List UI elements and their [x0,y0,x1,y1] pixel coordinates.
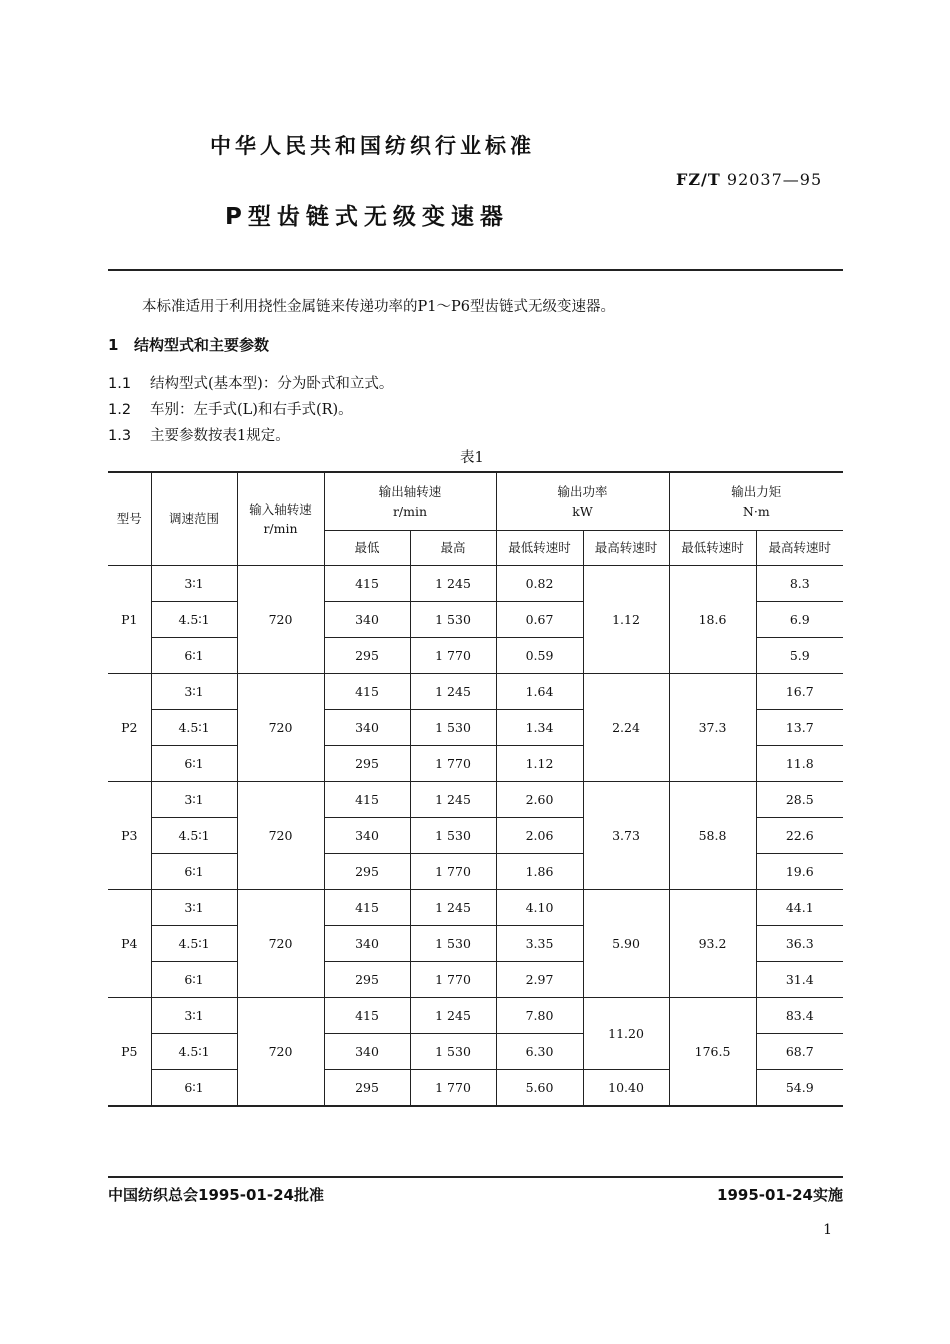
power-min-cell: 2.06 [496,818,583,854]
out-min-cell: 340 [324,710,410,746]
out-max-cell: 1 245 [410,674,496,710]
power-min-cell: 0.82 [496,566,583,602]
out-min-cell: 415 [324,890,410,926]
document-title: P型齿链式无级变速器 [225,204,509,230]
clause-text: 结构型式(基本型)：分为卧式和立式。 [150,376,394,392]
torque-max-cell: 16.7 [756,674,843,710]
header-divider [108,269,843,271]
torque-max-cell: 54.9 [756,1070,843,1107]
table-row [108,566,843,602]
out-max-cell: 1 770 [410,638,496,674]
range-cell: 6∶1 [151,854,237,890]
model-cell: P5 [108,998,151,1107]
torque-max-cell: 36.3 [756,926,843,962]
section-heading [108,334,269,355]
range-cell: 6∶1 [151,962,237,998]
out-min-cell: 295 [324,638,410,674]
torque-max-cell: 19.6 [756,854,843,890]
power-max-cell: 3.73 [583,782,669,890]
power-min-cell: 7.80 [496,998,583,1034]
output-torque-label: 输出力矩 [731,484,782,500]
out-max-cell: 1 245 [410,566,496,602]
output-speed-unit: r/min [392,503,428,519]
power-max-cell: 11.20 [583,998,669,1070]
table-row [108,782,843,818]
output-power-unit: kW [572,503,593,519]
power-min-cell: 2.60 [496,782,583,818]
header-power-at-min: 最低转速时 [496,531,583,566]
out-max-cell: 1 245 [410,890,496,926]
table-row [108,890,843,926]
range-cell: 3∶1 [151,674,237,710]
clause-text: 主要参数按表1规定。 [150,428,290,444]
out-max-cell: 1 245 [410,782,496,818]
range-cell: 3∶1 [151,890,237,926]
out-min-cell: 340 [324,818,410,854]
out-min-cell: 415 [324,782,410,818]
torque-max-cell: 68.7 [756,1034,843,1070]
out-min-cell: 340 [324,1034,410,1070]
input-speed-cell: 720 [237,782,324,890]
torque-min-cell: 176.5 [669,998,756,1107]
power-min-cell: 1.86 [496,854,583,890]
page-number: 1 [823,1222,832,1238]
footer-divider [108,1176,843,1178]
out-max-cell: 1 770 [410,962,496,998]
torque-min-cell: 58.8 [669,782,756,890]
header-output-speed [324,472,496,531]
out-max-cell: 1 530 [410,926,496,962]
torque-max-cell: 83.4 [756,998,843,1034]
torque-max-cell: 11.8 [756,746,843,782]
power-min-cell: 1.34 [496,710,583,746]
table-caption: 表1 [460,450,484,466]
power-min-cell: 6.30 [496,1034,583,1070]
header-torque-at-min: 最低转速时 [669,531,756,566]
out-max-cell: 1 530 [410,1034,496,1070]
power-min-cell: 4.10 [496,890,583,926]
out-min-cell: 295 [324,854,410,890]
input-speed-cell: 720 [237,674,324,782]
power-min-cell: 1.12 [496,746,583,782]
approval-note: 中国纺织总会1995-01-24批准 [108,1186,324,1204]
power-min-cell: 5.60 [496,1070,583,1107]
header-power-at-max: 最高转速时 [583,531,669,566]
input-speed-unit: r/min [263,521,298,536]
header-min: 最低 [324,531,410,566]
model-cell: P4 [108,890,151,998]
power-max-cell: 2.24 [583,674,669,782]
output-speed-label: 输出轴转速 [378,484,442,500]
out-min-cell: 340 [324,926,410,962]
torque-max-cell: 8.3 [756,566,843,602]
out-min-cell: 295 [324,1070,410,1107]
range-cell: 3∶1 [151,998,237,1034]
clause-number: 1.1 [108,376,132,392]
scope-paragraph: 本标准适用于利用挠性金属链来传递功率的P1～P6型齿链式无级变速器。 [142,299,615,315]
model-cell: P1 [108,566,151,674]
table-row [108,674,843,710]
standard-code [676,170,822,189]
torque-max-cell: 31.4 [756,962,843,998]
out-min-cell: 340 [324,602,410,638]
standard-prefix: FZ/T [676,170,721,189]
implementation-note: 1995-01-24实施 [717,1186,843,1204]
parameters-table [108,471,843,1107]
clause-1-3 [108,424,290,445]
header-max: 最高 [410,531,496,566]
header-torque-at-max: 最高转速时 [756,531,843,566]
clause-text: 车别：左手式(L)和右手式(R)。 [150,402,353,418]
table-row [108,998,843,1034]
out-max-cell: 1 770 [410,1070,496,1107]
output-torque-unit: N·m [742,503,770,519]
input-speed-label: 输入轴转速 [249,501,312,517]
torque-min-cell: 18.6 [669,566,756,674]
power-min-cell: 2.97 [496,962,583,998]
range-cell: 4.5∶1 [151,1034,237,1070]
org-title: 中华人民共和国纺织行业标准 [210,134,535,158]
header-output-torque [669,472,843,531]
out-max-cell: 1 530 [410,602,496,638]
range-cell: 4.5∶1 [151,710,237,746]
section-title: 结构型式和主要参数 [134,336,270,354]
range-cell: 4.5∶1 [151,926,237,962]
section-number: 1 [108,336,119,354]
range-cell: 4.5∶1 [151,602,237,638]
torque-min-cell: 93.2 [669,890,756,998]
power-max-cell: 10.40 [583,1070,669,1107]
standard-number: 92037—95 [726,170,823,189]
range-cell: 6∶1 [151,638,237,674]
range-cell: 3∶1 [151,782,237,818]
power-min-cell: 0.59 [496,638,583,674]
range-cell: 4.5∶1 [151,818,237,854]
input-speed-cell: 720 [237,998,324,1107]
out-max-cell: 1 245 [410,998,496,1034]
clause-number: 1.2 [108,402,132,418]
out-min-cell: 295 [324,962,410,998]
range-cell: 3∶1 [151,566,237,602]
range-cell: 6∶1 [151,1070,237,1107]
out-min-cell: 415 [324,674,410,710]
input-speed-cell: 720 [237,890,324,998]
power-max-cell: 5.90 [583,890,669,998]
torque-max-cell: 13.7 [756,710,843,746]
header-input-speed [237,472,324,566]
power-min-cell: 0.67 [496,602,583,638]
torque-max-cell: 6.9 [756,602,843,638]
model-cell: P3 [108,782,151,890]
power-min-cell: 3.35 [496,926,583,962]
out-min-cell: 295 [324,746,410,782]
out-max-cell: 1 530 [410,818,496,854]
input-speed-cell: 720 [237,566,324,674]
range-cell: 6∶1 [151,746,237,782]
out-min-cell: 415 [324,998,410,1034]
model-cell: P2 [108,674,151,782]
out-max-cell: 1 770 [410,746,496,782]
clause-1-1 [108,372,393,393]
torque-min-cell: 37.3 [669,674,756,782]
header-model: 型号 [108,472,151,566]
power-max-cell: 1.12 [583,566,669,674]
clause-1-2 [108,398,353,419]
out-max-cell: 1 530 [410,710,496,746]
power-min-cell: 1.64 [496,674,583,710]
out-min-cell: 415 [324,566,410,602]
clause-number: 1.3 [108,428,132,444]
header-output-power [496,472,669,531]
output-power-label: 输出功率 [557,484,608,500]
torque-max-cell: 44.1 [756,890,843,926]
torque-max-cell: 28.5 [756,782,843,818]
torque-max-cell: 22.6 [756,818,843,854]
out-max-cell: 1 770 [410,854,496,890]
torque-max-cell: 5.9 [756,638,843,674]
header-speed-range: 调速范围 [151,472,237,566]
